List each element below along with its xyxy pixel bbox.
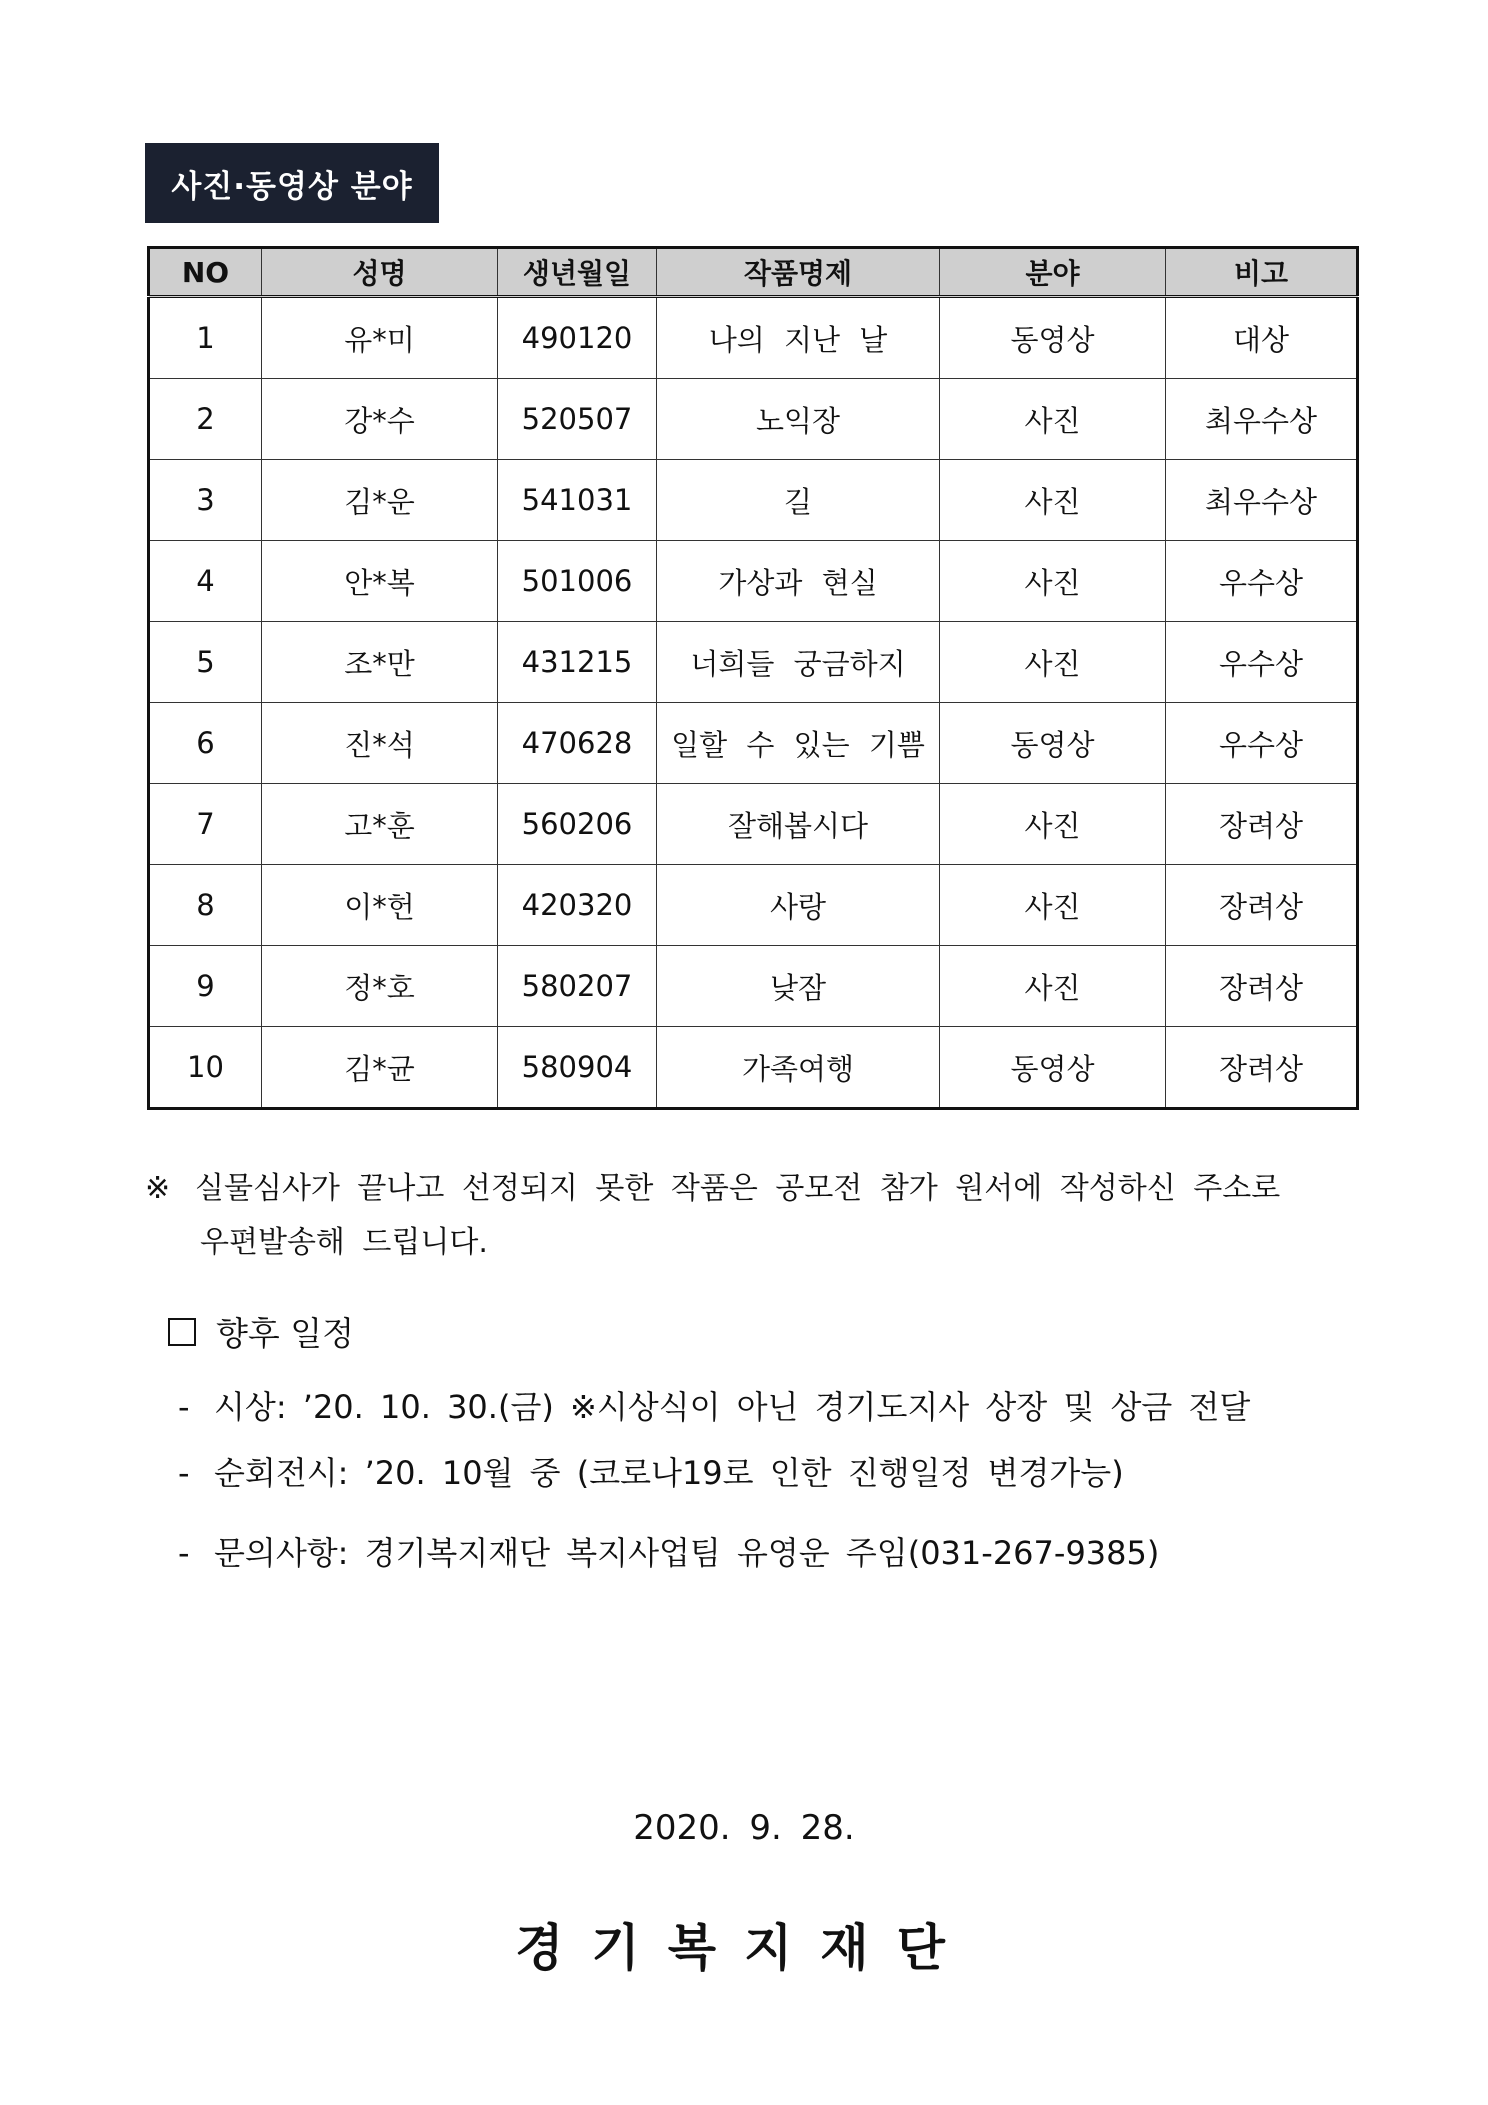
- cell-birthdate: 431215: [498, 622, 657, 703]
- cell-no: 6: [149, 703, 262, 784]
- table-row: [149, 541, 1358, 622]
- cell-remarks: 우수상: [1166, 703, 1358, 784]
- cell-name: 유*미: [262, 297, 498, 379]
- cell-name: 이*헌: [262, 865, 498, 946]
- dash-bullet: -: [178, 1454, 190, 1492]
- header-no: NO: [149, 248, 262, 297]
- notice-line-2: 우편발송해 드립니다.: [200, 1225, 488, 1260]
- cell-name: 김*운: [262, 460, 498, 541]
- cell-remarks: 우수상: [1166, 622, 1358, 703]
- cell-birthdate: 580904: [498, 1027, 657, 1109]
- cell-title: 가족여행: [657, 1027, 940, 1109]
- cell-name: 진*석: [262, 703, 498, 784]
- cell-birthdate: 490120: [498, 297, 657, 379]
- header-category: 분야: [940, 248, 1166, 297]
- cell-name: 정*호: [262, 946, 498, 1027]
- cell-birthdate: 420320: [498, 865, 657, 946]
- schedule-item-text: 문의사항: 경기복지재단 복지사업팀 유영운 주임(031-267-9385): [214, 1534, 1160, 1572]
- awards-table: [147, 246, 1359, 1110]
- cell-title: 낮잠: [657, 946, 940, 1027]
- cell-no: 8: [149, 865, 262, 946]
- cell-remarks: 장려상: [1166, 784, 1358, 865]
- schedule-heading: [168, 1308, 354, 1355]
- cell-remarks: 최우수상: [1166, 460, 1358, 541]
- header-remarks: 비고: [1166, 248, 1358, 297]
- schedule-title: 향후 일정: [216, 1314, 355, 1353]
- cell-remarks: 장려상: [1166, 946, 1358, 1027]
- table-row: [149, 1027, 1358, 1109]
- cell-name: 고*훈: [262, 784, 498, 865]
- cell-birthdate: 501006: [498, 541, 657, 622]
- table-row: [149, 297, 1358, 379]
- cell-name: 김*균: [262, 1027, 498, 1109]
- table-row: [149, 703, 1358, 784]
- cell-no: 9: [149, 946, 262, 1027]
- reference-mark: ※: [145, 1171, 171, 1206]
- cell-remarks: 장려상: [1166, 1027, 1358, 1109]
- cell-birthdate: 470628: [498, 703, 657, 784]
- cell-birthdate: 520507: [498, 379, 657, 460]
- table-row: [149, 784, 1358, 865]
- cell-title: 노익장: [657, 379, 940, 460]
- cell-title: 나의 지난 날: [657, 297, 940, 379]
- cell-name: 안*복: [262, 541, 498, 622]
- checkbox-square-icon: [168, 1318, 196, 1346]
- organization-name: 경기복지재단: [515, 1918, 973, 1977]
- cell-category: 사진: [940, 622, 1166, 703]
- cell-name: 강*수: [262, 379, 498, 460]
- dash-bullet: -: [178, 1534, 190, 1572]
- cell-category: 사진: [940, 784, 1166, 865]
- table-row: [149, 460, 1358, 541]
- cell-remarks: 최우수상: [1166, 379, 1358, 460]
- cell-category: 사진: [940, 946, 1166, 1027]
- cell-category: 동영상: [940, 1027, 1166, 1109]
- cell-category: 사진: [940, 379, 1166, 460]
- cell-no: 3: [149, 460, 262, 541]
- cell-birthdate: 560206: [498, 784, 657, 865]
- cell-no: 1: [149, 297, 262, 379]
- cell-no: 5: [149, 622, 262, 703]
- notice-line-1: 실물심사가 끝나고 선정되지 못한 작품은 공모전 참가 원서에 작성하신 주소로: [195, 1171, 1281, 1206]
- cell-category: 동영상: [940, 703, 1166, 784]
- cell-category: 동영상: [940, 297, 1166, 379]
- table-row: [149, 865, 1358, 946]
- notice-text: [145, 1162, 1365, 1270]
- header-title: 작품명제: [657, 248, 940, 297]
- table-row: [149, 946, 1358, 1027]
- cell-title: 일할 수 있는 기쁨: [657, 703, 940, 784]
- cell-no: 4: [149, 541, 262, 622]
- cell-category: 사진: [940, 865, 1166, 946]
- table-row: [149, 622, 1358, 703]
- cell-no: 7: [149, 784, 262, 865]
- cell-birthdate: 541031: [498, 460, 657, 541]
- dash-bullet: -: [178, 1388, 190, 1426]
- cell-no: 10: [149, 1027, 262, 1109]
- schedule-item-award: [178, 1382, 1250, 1428]
- document-date: 2020. 9. 28.: [633, 1808, 855, 1848]
- cell-title: 너희들 궁금하지: [657, 622, 940, 703]
- cell-birthdate: 580207: [498, 946, 657, 1027]
- cell-remarks: 대상: [1166, 297, 1358, 379]
- header-birthdate: 생년월일: [498, 248, 657, 297]
- cell-remarks: 장려상: [1166, 865, 1358, 946]
- schedule-item-exhibition: [178, 1448, 1124, 1494]
- cell-no: 2: [149, 379, 262, 460]
- table-header-row: [149, 248, 1358, 297]
- section-label: 사진·동영상 분야: [145, 143, 439, 223]
- schedule-item-text: 순회전시: ’20. 10월 중 (코로나19로 인한 진행일정 변경가능): [214, 1454, 1124, 1492]
- cell-category: 사진: [940, 541, 1166, 622]
- cell-category: 사진: [940, 460, 1166, 541]
- cell-remarks: 우수상: [1166, 541, 1358, 622]
- cell-title: 잘해봅시다: [657, 784, 940, 865]
- cell-title: 가상과 현실: [657, 541, 940, 622]
- schedule-item-text: 시상: ’20. 10. 30.(금) ※시상식이 아닌 경기도지사 상장 및 상금 전달: [214, 1388, 1251, 1426]
- schedule-item-contact: [178, 1528, 1159, 1574]
- header-name: 성명: [262, 248, 498, 297]
- cell-title: 사랑: [657, 865, 940, 946]
- cell-name: 조*만: [262, 622, 498, 703]
- cell-title: 길: [657, 460, 940, 541]
- table-row: [149, 379, 1358, 460]
